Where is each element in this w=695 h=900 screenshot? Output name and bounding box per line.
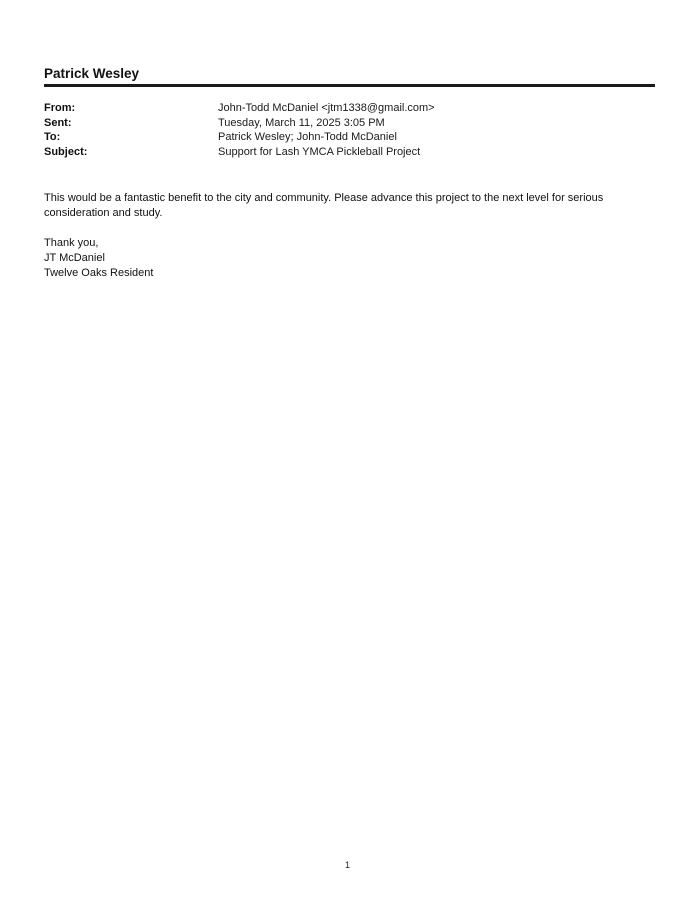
closing-line: Thank you,: [44, 237, 99, 249]
email-body: [44, 191, 655, 281]
to-row: [44, 130, 655, 145]
header-divider: [44, 84, 655, 87]
to-value: Patrick Wesley; John-Todd McDaniel: [218, 131, 397, 143]
from-value: John-Todd McDaniel <jtm1338@gmail.com>: [218, 102, 435, 114]
to-label: To:: [44, 131, 61, 143]
sent-label: Sent:: [44, 116, 72, 129]
body-paragraph-line-1: This would be a fantastic benefit to the city and community. Please advance this project to the next level for serious: [44, 192, 604, 204]
subject-value: Support for Lash YMCA Pickleball Project: [218, 145, 421, 158]
sent-row: [44, 116, 655, 131]
subject-label: Subject:: [44, 145, 88, 158]
signature-block: [44, 236, 655, 281]
sent-value: Tuesday, March 11, 2025 3:05 PM: [218, 116, 385, 129]
from-row: [44, 101, 655, 116]
mailbox-owner-name: Patrick Wesley: [44, 66, 140, 81]
signature-name: JT McDaniel: [44, 252, 105, 264]
body-paragraph-line-2: consideration and study.: [44, 207, 163, 219]
signature-title: Twelve Oaks Resident: [44, 267, 154, 279]
body-paragraph: [44, 191, 655, 221]
page-number: 1: [344, 860, 350, 870]
subject-row: [44, 145, 655, 160]
email-headers: [44, 101, 655, 159]
from-label: From:: [44, 102, 76, 114]
